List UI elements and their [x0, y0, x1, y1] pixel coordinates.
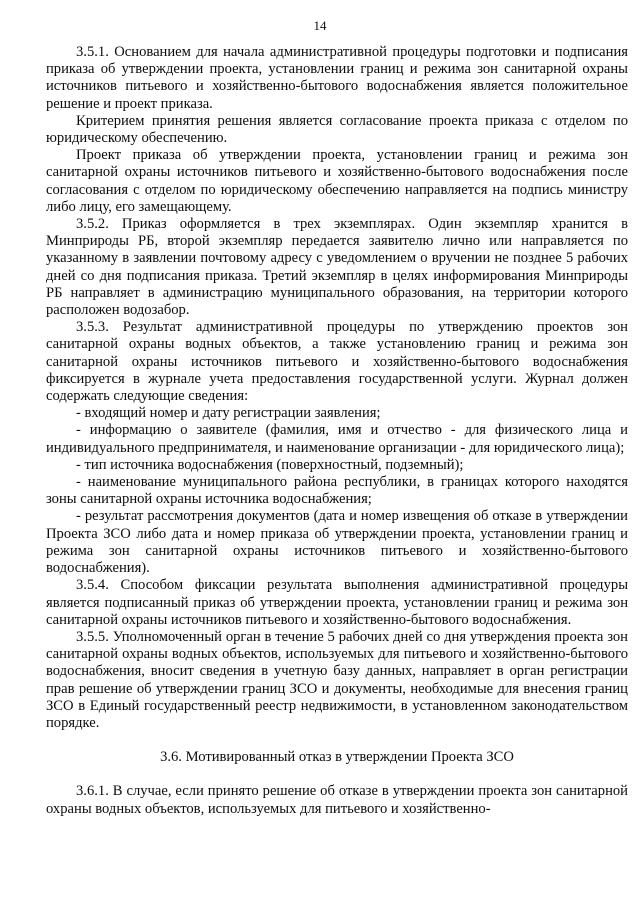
paragraph: - тип источника водоснабжения (поверхностный, подземный);: [76, 456, 464, 473]
paragraph: - входящий номер и дату регистрации заявления;: [76, 405, 381, 422]
paragraph: 3.5.2. Приказ оформляется в трех экземплярах. Один экземпляр хранится в Минприроды РБ, второй экземпляр передается заявителю лично или направляется по указанному в заявлении почтовому адресу с уведомлением о вручении не позднее 5 рабочих дней со дня подписания приказа. Третий экземпляр в целях информирования Минприроды РБ направляет в администрацию муниципального образования, на территории которого расположен водозабор.: [46, 216, 628, 319]
paragraph: 3.5.5. Уполномоченный орган в течение 5 рабочих дней со дня утверждения проекта зон санитарной охраны водных объектов, используемых для питьевого и хозяйственно-бытового водоснабжения, вносит сведения в учетную базу данных, направляет в орган регистрации прав решение об утверждении границ ЗСО и документы, необходимые для внесения границ ЗСО в Единый государственный реестр недвижимости, в установленном законодательством порядке.: [46, 628, 628, 731]
paragraph: 3.5.1. Основанием для начала административной процедуры подготовки и подписания приказа об утверждении проекта, установлении границ и режима зон санитарной охраны источников питьевого и хозяйственно-бытового водоснабжения является положительное решение и проект приказа.: [46, 44, 628, 112]
section-heading: 3.6. Мотивированный отказ в утверждении Проекта ЗСО: [160, 749, 514, 766]
paragraph: - результат рассмотрения документов (дата и номер извещения об отказе в утверждении Проекта ЗСО либо дата и номер приказа об утверждении проекта, установлении границ и режима зон санитарной охраны источников питьевого и хозяйственно-бытового водоснабжения).: [46, 508, 628, 577]
paragraph: Проект приказа об утверждении проекта, установлении границ и режима зон санитарной охраны источников питьевого и хозяйственно-бытового водоснабжения после согласования с отделом по юридическому обеспечению направляется на подпись министру либо лицу, его замещающему.: [46, 147, 628, 215]
paragraph: - информацию о заявителе (фамилия, имя и отчество - для физического лица и индивидуального предпринимателя, и наименование организации - для юридического лица);: [46, 422, 628, 456]
paragraph: Критерием принятия решения является согласование проекта приказа с отделом по юридическому обеспечению.: [46, 112, 628, 147]
paragraph: - наименование муниципального района республики, в границах которого находятся зоны санитарной охраны источника водоснабжения;: [46, 474, 628, 508]
page-number: 14: [313, 18, 327, 33]
paragraph: 3.5.4. Способом фиксации результата выполнения административной процедуры является подписанный приказ об утверждении проекта, установлении границ и режима зон санитарной охраны источников питьевого и хозяйственно-бытового водоснабжения.: [46, 577, 628, 628]
paragraph: 3.5.3. Результат административной процедуры по утверждению проектов зон санитарной охраны водных объектов, а также установлению границ и режима зон санитарной охраны источников питьевого и хозяйственно-бытового водоснабжения фиксируется в журнале учета предоставления государственной услуги. Журнал должен содержать следующие сведения:: [46, 319, 628, 405]
paragraph: 3.6.1. В случае, если принято решение об отказе в утверждении проекта зон санитарной охраны водных объектов, используемых для питьевого и хозяйственно-: [46, 783, 628, 817]
document-content: [46, 44, 628, 818]
